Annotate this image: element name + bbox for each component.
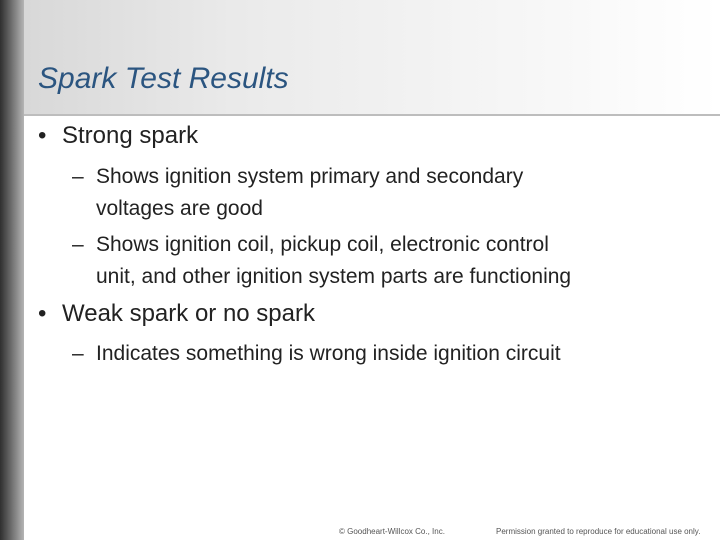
- dash-icon: –: [72, 165, 84, 188]
- bullet-icon: •: [38, 122, 47, 149]
- dash-icon: –: [72, 233, 84, 256]
- dash-icon: –: [72, 342, 84, 365]
- bullet-text: Strong spark: [62, 122, 199, 149]
- bullet-icon: •: [38, 300, 47, 327]
- footer-permission: Permission granted to reproduce for educational use only.: [496, 527, 701, 536]
- left-decorative-bar: [0, 0, 24, 540]
- sub-bullet-voltages: [72, 161, 702, 225]
- sub-bullet-line2: voltages are good: [96, 197, 263, 220]
- title-divider: [24, 114, 720, 116]
- sub-bullet-line1: Shows ignition coil, pickup coil, electronic control: [96, 233, 549, 256]
- bullet-strong-spark: [38, 122, 198, 150]
- sub-bullet-line2: unit, and other ignition system parts are functioning: [96, 265, 572, 288]
- sub-bullet-circuit: [72, 338, 702, 370]
- title-band: [24, 0, 720, 114]
- bullet-weak-spark: [38, 300, 315, 328]
- slide-title: Spark Test Results: [38, 62, 289, 95]
- footer-copyright: © Goodheart-Willcox Co., Inc.: [339, 527, 445, 536]
- bullet-text: Weak spark or no spark: [62, 300, 315, 327]
- sub-bullet-line1: Shows ignition system primary and secondary: [96, 165, 524, 188]
- sub-bullet-line1: Indicates something is wrong inside ignition circuit: [96, 342, 561, 365]
- sub-bullet-components: [72, 229, 702, 293]
